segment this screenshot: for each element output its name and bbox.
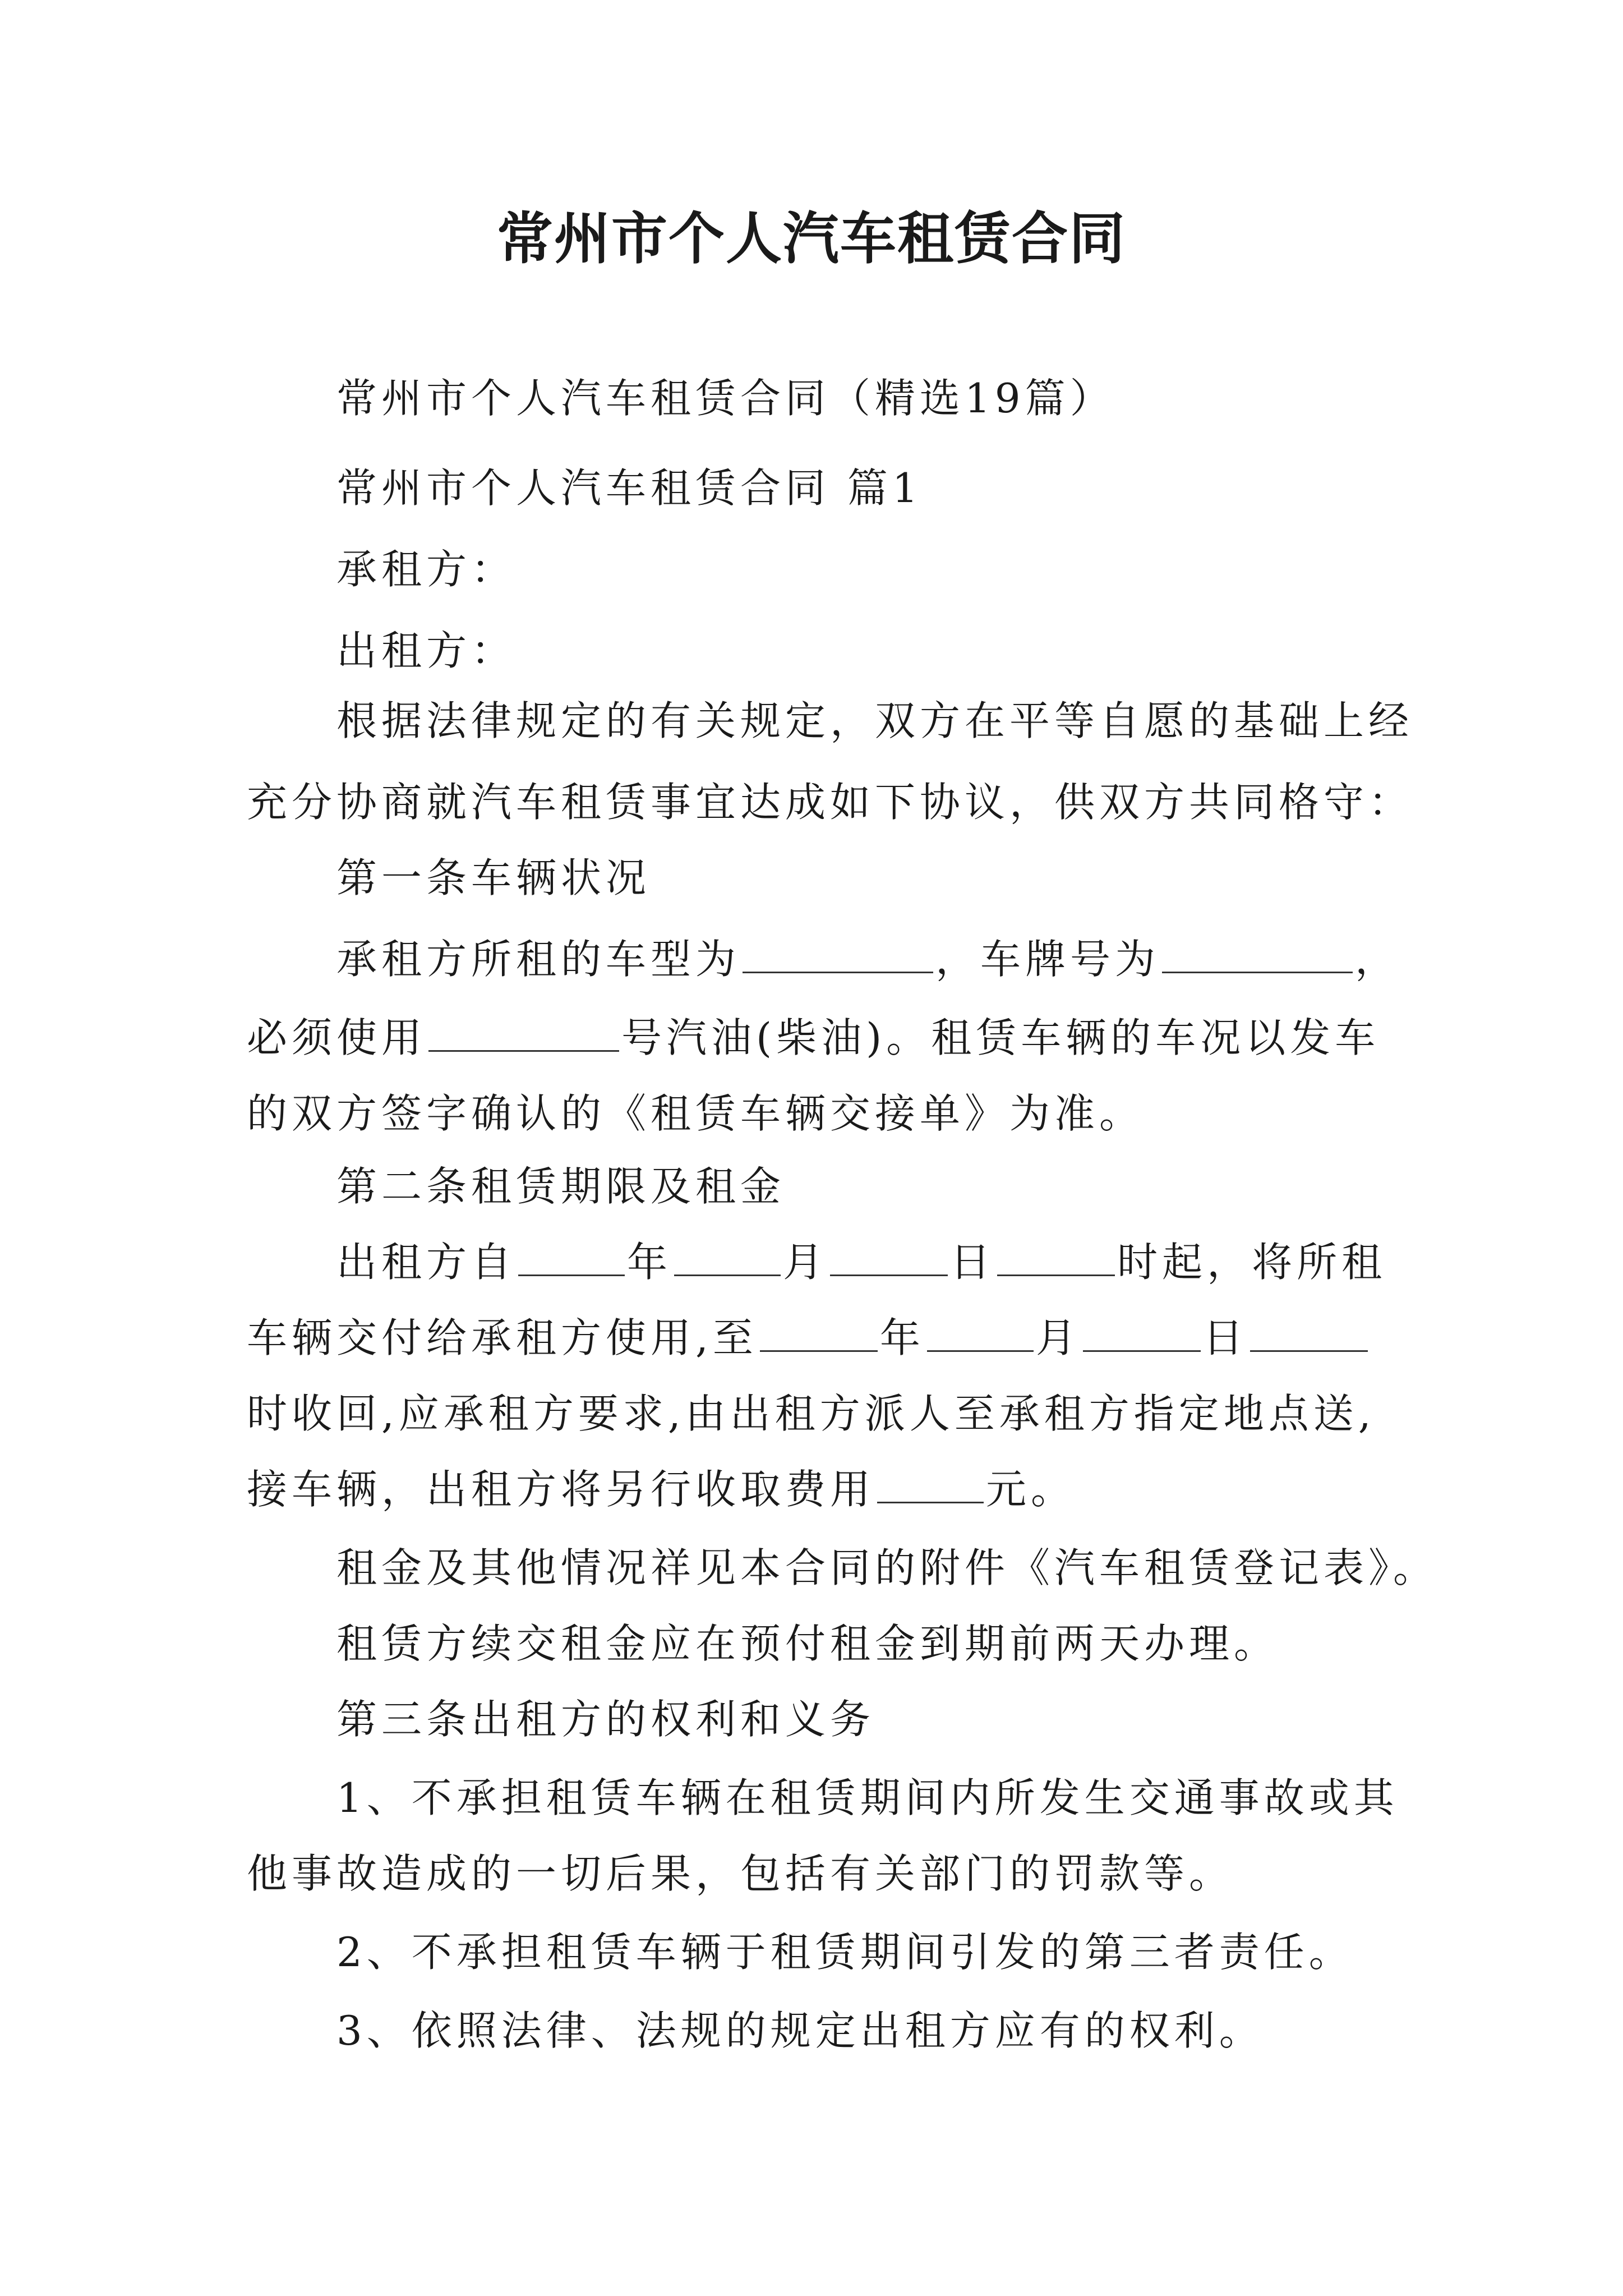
article2-heading: 第二条租赁期限及租金 bbox=[336, 1163, 786, 1210]
article1-line-1 bbox=[0, 931, 1623, 987]
article2-line-2 bbox=[0, 1310, 1623, 1366]
article2-line-1 bbox=[0, 1234, 1623, 1290]
article3-item3: 3、依照法律、法规的规定出租方应有的权利。 bbox=[336, 2007, 1264, 2054]
lessee-label: 承租方： bbox=[336, 546, 517, 593]
month-label: 月 bbox=[1035, 1314, 1081, 1361]
plate-number-blank bbox=[1162, 931, 1353, 973]
lessor-label: 出租方： bbox=[336, 627, 517, 674]
article3-item1-line-2: 他事故造成的一切后果，包括有关部门的罚款等。 bbox=[247, 1850, 1234, 1897]
page-title: 常州市个人汽车租赁合同 bbox=[497, 205, 1126, 272]
article2-line-3: 时收回,应承租方要求,由出租方派人至承租方指定地点送, bbox=[247, 1390, 1376, 1437]
day-label: 日 bbox=[1202, 1314, 1248, 1361]
intro-line-2: 充分协商就汽车租赁事宜达成如下协议，供双方共同格守： bbox=[247, 779, 1414, 826]
delivery-fee-blank bbox=[877, 1461, 984, 1503]
article3-item1-line-1: 1、不承担租赁车辆在租赁期间内所发生交通事故或其 bbox=[336, 1774, 1399, 1821]
month-label: 月 bbox=[783, 1239, 828, 1286]
article1-text: ，车牌号为 bbox=[935, 936, 1160, 983]
end-month-blank bbox=[927, 1310, 1034, 1352]
article2-text: 时起，将所租 bbox=[1117, 1239, 1387, 1286]
article1-text: 号汽油(柴油)。租赁车辆的车况以发车 bbox=[621, 1014, 1380, 1061]
article1-text: 必须使用 bbox=[247, 1014, 427, 1061]
section-heading: 常州市个人汽车租赁合同 篇1 bbox=[336, 464, 923, 512]
end-day-blank bbox=[1083, 1310, 1201, 1352]
article1-heading: 第一条车辆状况 bbox=[336, 854, 651, 901]
article2-line-4 bbox=[0, 1461, 1623, 1517]
start-day-blank bbox=[830, 1234, 948, 1276]
article1-line-2 bbox=[0, 1010, 1623, 1066]
year-label: 年 bbox=[879, 1314, 925, 1361]
article2-paragraph-3: 租赁方续交租金应在预付租金到期前两天办理。 bbox=[336, 1620, 1279, 1667]
article1-text: ， bbox=[1355, 936, 1400, 983]
start-month-blank bbox=[674, 1234, 781, 1276]
article1-line-3: 的双方签字确认的《租赁车辆交接单》为准。 bbox=[247, 1090, 1145, 1137]
end-year-blank bbox=[760, 1310, 878, 1352]
end-hour-blank bbox=[1250, 1310, 1368, 1352]
article2-text: 车辆交付给承租方使用,至 bbox=[247, 1314, 758, 1361]
day-label: 日 bbox=[950, 1239, 995, 1286]
vehicle-model-blank bbox=[743, 931, 933, 973]
fuel-grade-blank bbox=[428, 1010, 619, 1052]
article2-text: 接车辆，出租方将另行收取费用 bbox=[247, 1466, 875, 1513]
article1-text: 承租方所租的车型为 bbox=[336, 936, 741, 983]
article3-item2: 2、不承担租赁车辆于租赁期间引发的第三者责任。 bbox=[336, 1929, 1354, 1976]
start-year-blank bbox=[518, 1234, 625, 1276]
intro-line-1: 根据法律规定的有关规定，双方在平等自愿的基础上经 bbox=[336, 697, 1414, 744]
article3-heading: 第三条出租方的权利和义务 bbox=[336, 1696, 875, 1743]
year-label: 年 bbox=[627, 1239, 672, 1286]
article2-paragraph-2: 租金及其他情况祥见本合同的附件《汽车租赁登记表》。 bbox=[336, 1544, 1438, 1591]
article2-text: 元。 bbox=[986, 1466, 1076, 1513]
subtitle: 常州市个人汽车租赁合同（精选19篇） bbox=[336, 375, 1115, 422]
start-hour-blank bbox=[997, 1234, 1115, 1276]
article2-text: 出租方自 bbox=[336, 1239, 517, 1286]
